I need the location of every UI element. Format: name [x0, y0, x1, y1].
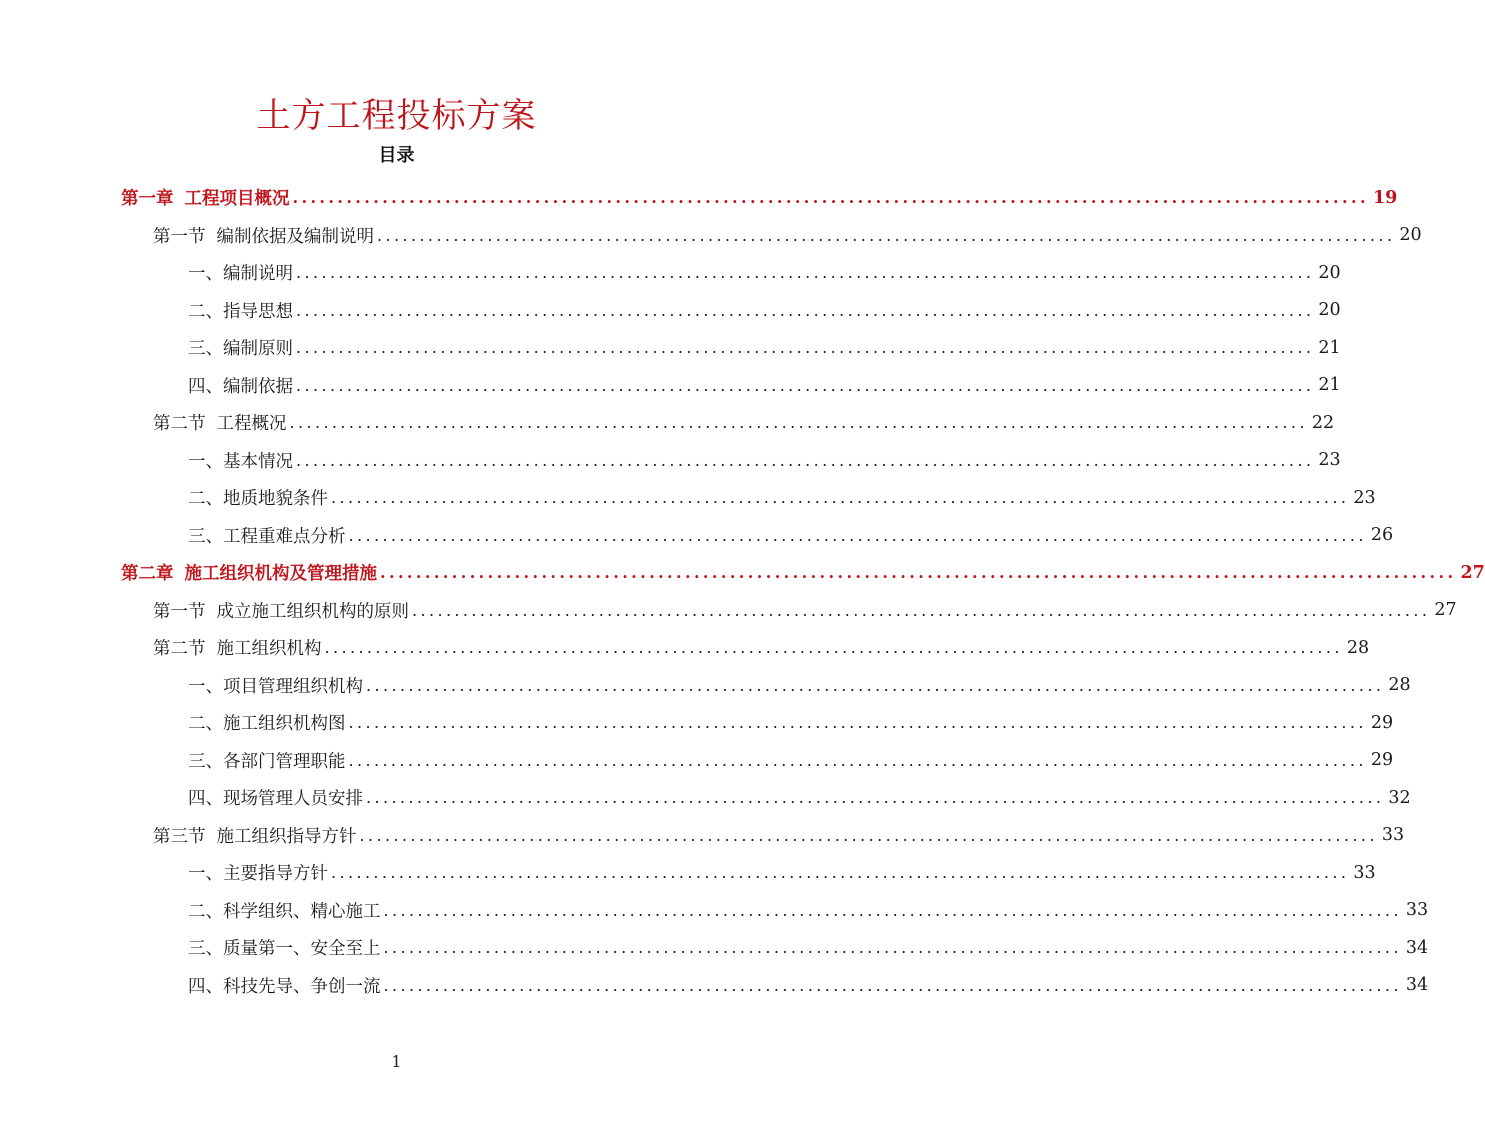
toc-entry-level-1[interactable] [121, 554, 1485, 592]
toc-entry-label [188, 260, 293, 285]
toc-entry-page: 29 [1370, 712, 1394, 733]
toc-dot-leader: ........................................................................................................................ [296, 300, 1315, 320]
toc-entry-label [188, 785, 363, 810]
toc-entry-page: 34 [1405, 975, 1429, 996]
toc-entry-text: 二、指导思想 [188, 301, 293, 322]
toc-entry-level-3[interactable] [188, 254, 1341, 292]
toc-entry-page: 20 [1318, 262, 1341, 283]
toc-entry-number: 第二章 [121, 564, 174, 585]
toc-entry-page: 33 [1381, 825, 1405, 846]
toc-entry-text: 工程项目概况 [184, 189, 290, 210]
toc-entry-label [188, 298, 293, 323]
toc-dot-leader: ........................................................................................................................ [296, 375, 1315, 395]
document-title: 土方工程投标方案 [256, 96, 537, 136]
toc-entry-level-3[interactable] [188, 442, 1341, 480]
toc-dot-leader: ........................................................................................................................ [331, 863, 1350, 883]
toc-entry-text: 施工组织机构及管理措施 [184, 564, 377, 585]
toc-entry-text: 一、编制说明 [188, 264, 293, 285]
toc-dot-leader: ........................................................................................................................ [324, 638, 1343, 658]
toc-entry-label [188, 860, 328, 885]
toc-entry-level-3[interactable] [188, 967, 1429, 1005]
toc-entry-label [121, 560, 377, 585]
toc-entry-page: 19 [1372, 187, 1398, 208]
toc-dot-leader: ........................................................................................................................ [383, 938, 1402, 958]
toc-dot-leader: ........................................................................................................................ [292, 188, 1369, 208]
toc-entry-level-3[interactable] [188, 742, 1394, 780]
toc-heading: 目录 [378, 145, 415, 166]
toc-dot-leader: ........................................................................................................................ [296, 450, 1315, 470]
toc-entry-page: 23 [1318, 450, 1341, 471]
toc-entry-label [153, 635, 322, 660]
toc-entry-page: 27 [1434, 600, 1457, 621]
toc-entry-text: 四、编制依据 [188, 376, 293, 397]
toc-entry-page: 21 [1318, 375, 1341, 396]
toc-entry-number: 第一节 [153, 226, 206, 247]
toc-entry-page: 21 [1318, 337, 1341, 358]
toc-entry-text: 一、基本情况 [188, 451, 293, 472]
toc-entry-label [188, 335, 293, 360]
toc-entry-page: 29 [1370, 750, 1394, 771]
toc-entry-level-3[interactable] [188, 892, 1429, 930]
toc-entry-level-3[interactable] [188, 329, 1341, 367]
toc-entry-page: 28 [1346, 637, 1370, 658]
toc-entry-page: 33 [1405, 900, 1429, 921]
toc-dot-leader: ........................................................................................................................ [377, 225, 1396, 245]
toc-entry-page: 27 [1460, 562, 1485, 583]
toc-entry-text: 三、编制原则 [188, 339, 293, 360]
toc-entry-label [153, 410, 287, 435]
toc-entry-page: 23 [1353, 487, 1376, 508]
toc-entry-level-2[interactable] [153, 404, 1335, 442]
toc-entry-label [188, 373, 293, 398]
toc-entry-level-2[interactable] [153, 817, 1405, 855]
toc-dot-leader: ........................................................................................................................ [331, 488, 1350, 508]
toc-dot-leader: ........................................................................................................................ [289, 413, 1308, 433]
toc-dot-leader: ........................................................................................................................ [412, 600, 1431, 620]
toc-entry-level-3[interactable] [188, 929, 1429, 967]
toc-entry-label [121, 185, 290, 210]
toc-entry-page: 26 [1370, 525, 1394, 546]
toc-entry-text: 三、质量第一、安全至上 [188, 939, 381, 960]
toc-entry-text: 四、科技先导、争创一流 [188, 976, 381, 997]
toc-entry-level-3[interactable] [188, 704, 1394, 742]
toc-entry-label [188, 673, 363, 698]
toc-entry-text: 四、现场管理人员安排 [188, 789, 363, 810]
toc-entry-level-3[interactable] [188, 779, 1411, 817]
toc-entry-text: 施工组织机构 [216, 639, 322, 660]
toc-entry-number: 第一节 [153, 601, 206, 622]
toc-entry-level-2[interactable] [153, 217, 1422, 255]
toc-entry-number: 第三节 [153, 826, 206, 847]
toc-entry-label [188, 935, 381, 960]
toc-entry-text: 成立施工组织机构的原则 [216, 601, 409, 622]
toc-dot-leader: ........................................................................................................................ [383, 900, 1402, 920]
toc-entry-level-3[interactable] [188, 367, 1341, 405]
toc-entry-page: 28 [1388, 675, 1411, 696]
toc-dot-leader: ........................................................................................................................ [366, 788, 1385, 808]
toc-dot-leader: ........................................................................................................................ [359, 825, 1378, 845]
toc-entry-text: 一、项目管理组织机构 [188, 676, 363, 697]
toc-entry-label [153, 823, 357, 848]
toc-entry-label [188, 523, 346, 548]
toc-entry-level-3[interactable] [188, 479, 1376, 517]
toc-entry-label [188, 748, 346, 773]
toc-entry-text: 施工组织指导方针 [216, 826, 357, 847]
toc-entry-page: 34 [1405, 937, 1429, 958]
toc-entry-page: 20 [1399, 225, 1422, 246]
toc-dot-leader: ........................................................................................................................ [366, 675, 1385, 695]
toc-entry-label [188, 448, 293, 473]
toc-entry-label [153, 223, 374, 248]
toc-entry-label [188, 973, 381, 998]
toc-entry-level-2[interactable] [153, 629, 1370, 667]
toc-entry-number: 第一章 [121, 189, 174, 210]
toc-entry-level-3[interactable] [188, 517, 1394, 555]
toc-entry-text: 一、主要指导方针 [188, 864, 328, 885]
toc-entry-text: 二、施工组织机构图 [188, 714, 346, 735]
toc-dot-leader: ........................................................................................................................ [348, 525, 1367, 545]
toc-dot-leader: ........................................................................................................................ [296, 263, 1315, 283]
toc-entry-number: 第二节 [153, 414, 206, 435]
toc-entry-number: 第二节 [153, 639, 206, 660]
toc-entry-text: 编制依据及编制说明 [216, 226, 374, 247]
toc-entry-text: 二、地质地貌条件 [188, 489, 328, 510]
toc-dot-leader: ........................................................................................................................ [348, 713, 1367, 733]
toc-entry-page: 20 [1318, 300, 1341, 321]
toc-entry-level-3[interactable] [188, 667, 1411, 705]
toc-entry-page: 33 [1353, 862, 1376, 883]
toc-entry-page: 22 [1311, 412, 1335, 433]
toc-entry-label [188, 710, 346, 735]
toc-entry-level-1[interactable] [121, 179, 1398, 217]
toc-dot-leader: ........................................................................................................................ [348, 750, 1367, 770]
toc-entry-text: 三、各部门管理职能 [188, 751, 346, 772]
toc-entry-label [188, 485, 328, 510]
toc-entry-text: 二、科学组织、精心施工 [188, 901, 381, 922]
toc-entry-text: 工程概况 [216, 414, 287, 435]
toc-dot-leader: ........................................................................................................................ [380, 563, 1457, 583]
toc-entry-page: 32 [1388, 787, 1411, 808]
toc-entry-level-3[interactable] [188, 292, 1341, 330]
page-number: 1 [391, 1052, 402, 1071]
toc-entry-level-3[interactable] [188, 854, 1376, 892]
toc-entry-text: 三、工程重难点分析 [188, 526, 346, 547]
toc-entry-label [188, 898, 381, 923]
toc-entry-label [153, 598, 409, 623]
toc-dot-leader: ........................................................................................................................ [296, 338, 1315, 358]
toc-entry-level-2[interactable] [153, 592, 1457, 630]
toc-dot-leader: ........................................................................................................................ [383, 975, 1402, 995]
